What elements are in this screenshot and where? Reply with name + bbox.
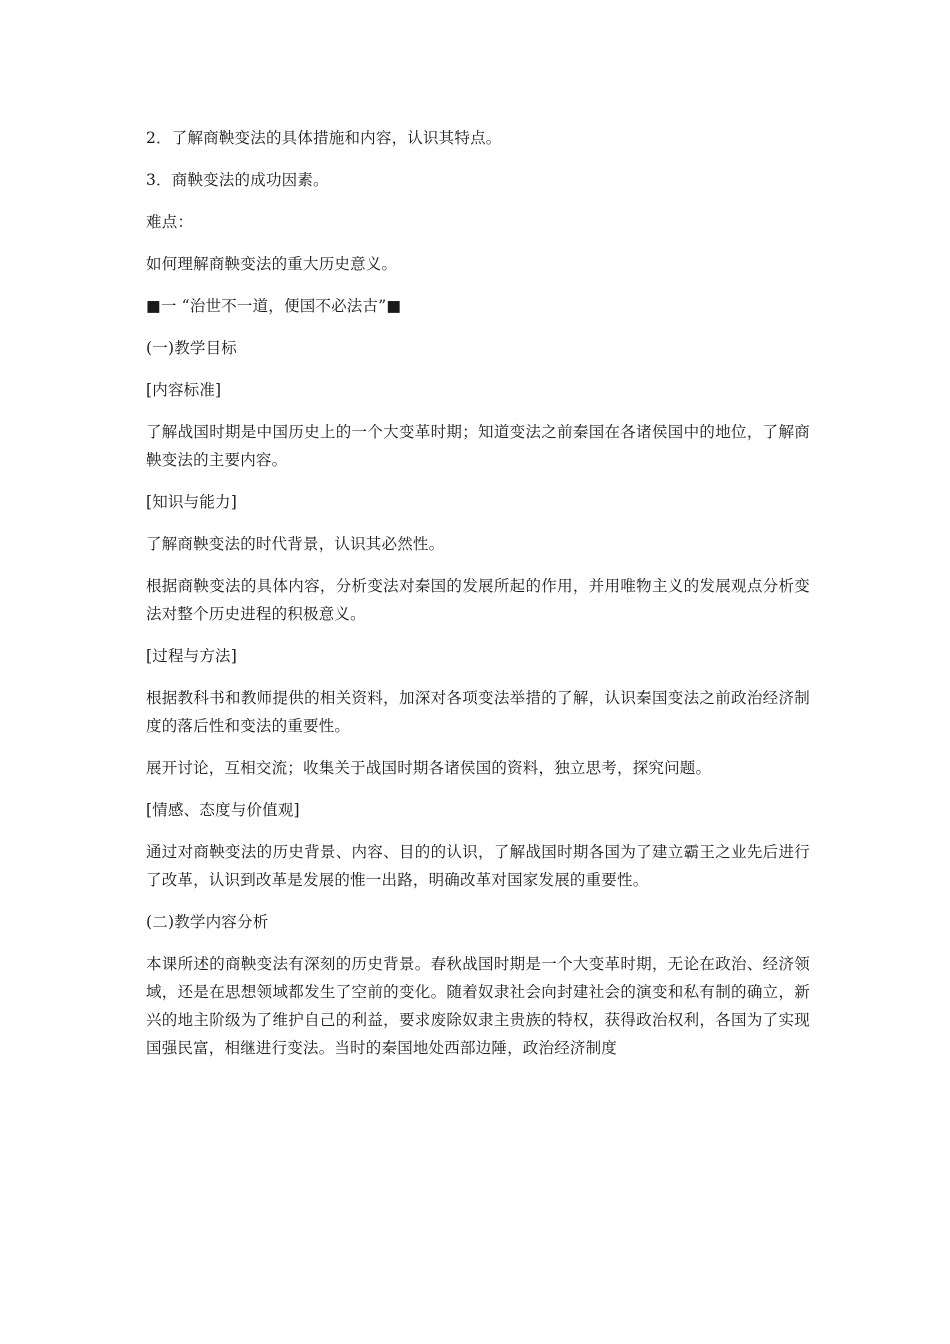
- content-analysis-heading: (二)教学内容分析: [146, 913, 269, 931]
- objective-2: 2．了解商鞅变法的具体措施和内容，认识其特点。: [146, 129, 502, 147]
- content-analysis-text: 本课所述的商鞅变法有深刻的历史背景。春秋战国时期是一个大变革时期，无论在政治、经济领域，还是在思想领域都发生了空前的变化。随着奴隶社会向封建社会的演变和私有制的确立，新兴的地主阶级为了维护自己的利益，要求废除奴隶主贵族的特权，获得政治权利，各国为了实现国强民富，相继进行变法。当时的秦国地处西部边陲，政治经济制度: [146, 955, 810, 1057]
- process-method-heading: [过程与方法]: [146, 647, 237, 665]
- knowledge-ability-heading: [知识与能力]: [146, 493, 237, 511]
- process-method-text-1: 根据教科书和教师提供的相关资料，加深对各项变法举措的了解，认识秦国变法之前政治经济制度的落后性和变法的重要性。: [146, 689, 810, 735]
- knowledge-ability-text-1: 了解商鞅变法的时代背景，认识其必然性。: [146, 535, 445, 553]
- teaching-goals-heading: (一)教学目标: [146, 339, 237, 357]
- content-standard-text: 了解战国时期是中国历史上的一个大变革时期；知道变法之前秦国在各诸侯国中的地位，了解商鞅变法的主要内容。: [146, 423, 810, 469]
- objective-3: 3．商鞅变法的成功因素。: [146, 171, 329, 189]
- difficulty-heading: 难点：: [146, 213, 194, 231]
- knowledge-ability-text-2: 根据商鞅变法的具体内容，分析变法对秦国的发展所起的作用，并用唯物主义的发展观点分析变法对整个历史进程的积极意义。: [146, 577, 810, 623]
- section-heading: ■一 “治世不一道，便国不必法古”■: [146, 297, 402, 315]
- process-method-text-2: 展开讨论，互相交流；收集关于战国时期各诸侯国的资料，独立思考，探究问题。: [146, 759, 712, 777]
- emotion-attitude-heading: [情感、态度与价值观]: [146, 801, 300, 819]
- difficulty-text: 如何理解商鞅变法的重大历史意义。: [146, 255, 398, 273]
- content-standard-heading: [内容标准]: [146, 381, 222, 399]
- emotion-attitude-text: 通过对商鞅变法的历史背景、内容、目的的认识，了解战国时期各国为了建立霸王之业先后进行了改革，认识到改革是发展的惟一出路，明确改革对国家发展的重要性。: [146, 843, 810, 889]
- document-body: [146, 124, 810, 1076]
